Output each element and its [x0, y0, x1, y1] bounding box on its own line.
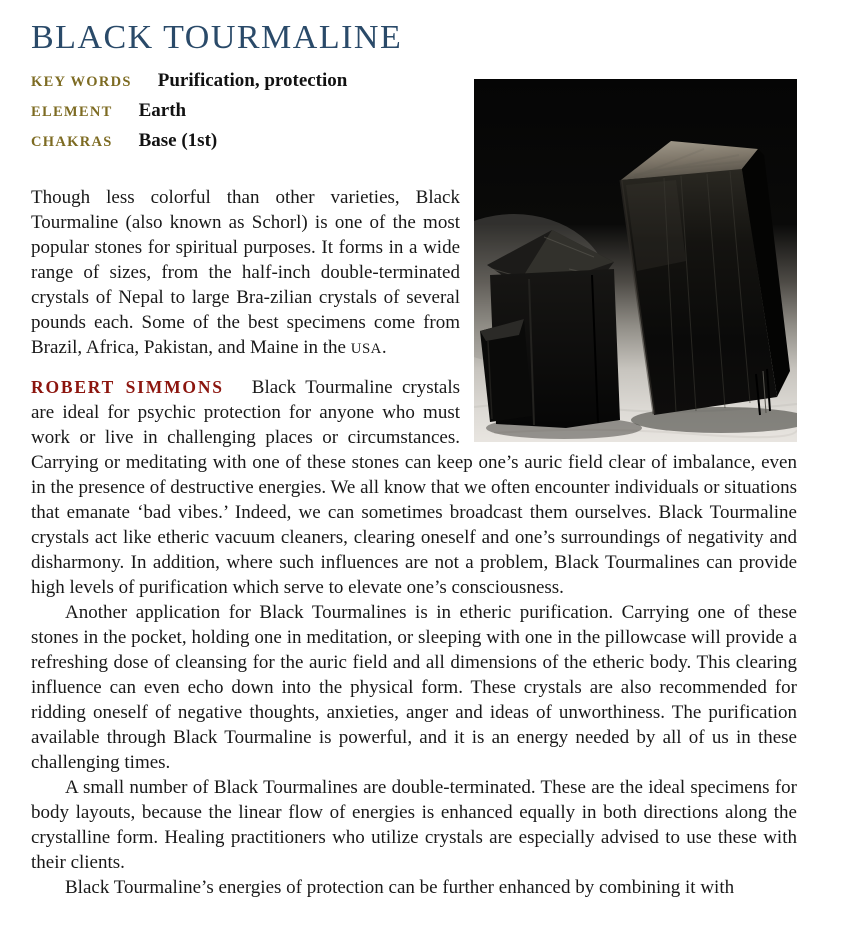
intro-text-end: .	[381, 337, 387, 358]
chakras-label: CHAKRAS	[31, 134, 113, 150]
author-name-label: ROBERT SIMMONS	[31, 377, 224, 397]
chakras-value: Base (1st)	[138, 130, 218, 151]
author-paragraph-text: Black Tourmaline crystals are ideal for psychic protection for anyone who must work or live in challenging places or circumstances. Carrying or meditating with one of these stones can keep one’s auric field clear of imbalance, even in the presence of destructive energies. We all know that we often encounter individuals or situations that emanate ‘bad vibes.’ Indeed, we can sometimes broadcast them ourselves. Black Tourmaline crystals act like etheric vacuum cleaners, clearing oneself and one’s surroundings of negativity and disharmony. In addition, where such influences are not a problem, Black Tourmalines can provide high levels of purification which serve to elevate one’s consciousness.	[31, 377, 797, 598]
key-words-value: Purification, protection	[157, 70, 348, 91]
crystal-photo	[474, 79, 797, 442]
paragraph-etheric-purification: Another application for Black Tourmalines is in etheric purification. Carrying one of these stones in the pocket, holding one in meditation, or sleeping with one in the pillowcase will provide a refreshing dose of cleansing for the auric field and all dimensions of the etheric body. This clearing influence can even echo down into the physical form. These crystals are also recommended for ridding oneself of negative thoughts, anxieties, anger and ideas of unworthiness. The purification available through Black Tourmaline is powerful, and it is an energy needed by all of us in these challenging times.	[31, 602, 797, 773]
element-label: ELEMENT	[31, 104, 113, 120]
crystal-photo-graphic	[474, 79, 797, 442]
key-words-label: KEY WORDS	[31, 74, 132, 90]
paragraph-double-terminated: A small number of Black Tourmalines are double-terminated. These are the ideal specimens for body layouts, because the linear flow of energies is enhanced equally in both directions along the crystalline form. Healing practitioners who utilize crystals are especially advised to use these with their clients.	[31, 777, 797, 873]
usa-smallcaps: USA	[350, 341, 382, 357]
paragraph-combining: Black Tourmaline’s energies of protection can be further enhanced by combining it with	[65, 877, 735, 898]
element-value: Earth	[138, 100, 187, 121]
page-title: BLACK TOURMALINE	[31, 19, 403, 56]
intro-text: Though less colorful than other varieties, Black Tourmaline (also known as Schorl) is one of the most popular stones for spiritual purposes. It forms in a wide range of sizes, from the half-inch double-terminated crystals of Nepal to large Bra-zilian crystals of several pounds each. Some of the best specimens come from Brazil, Africa, Pakistan, and Maine in the	[31, 187, 460, 358]
